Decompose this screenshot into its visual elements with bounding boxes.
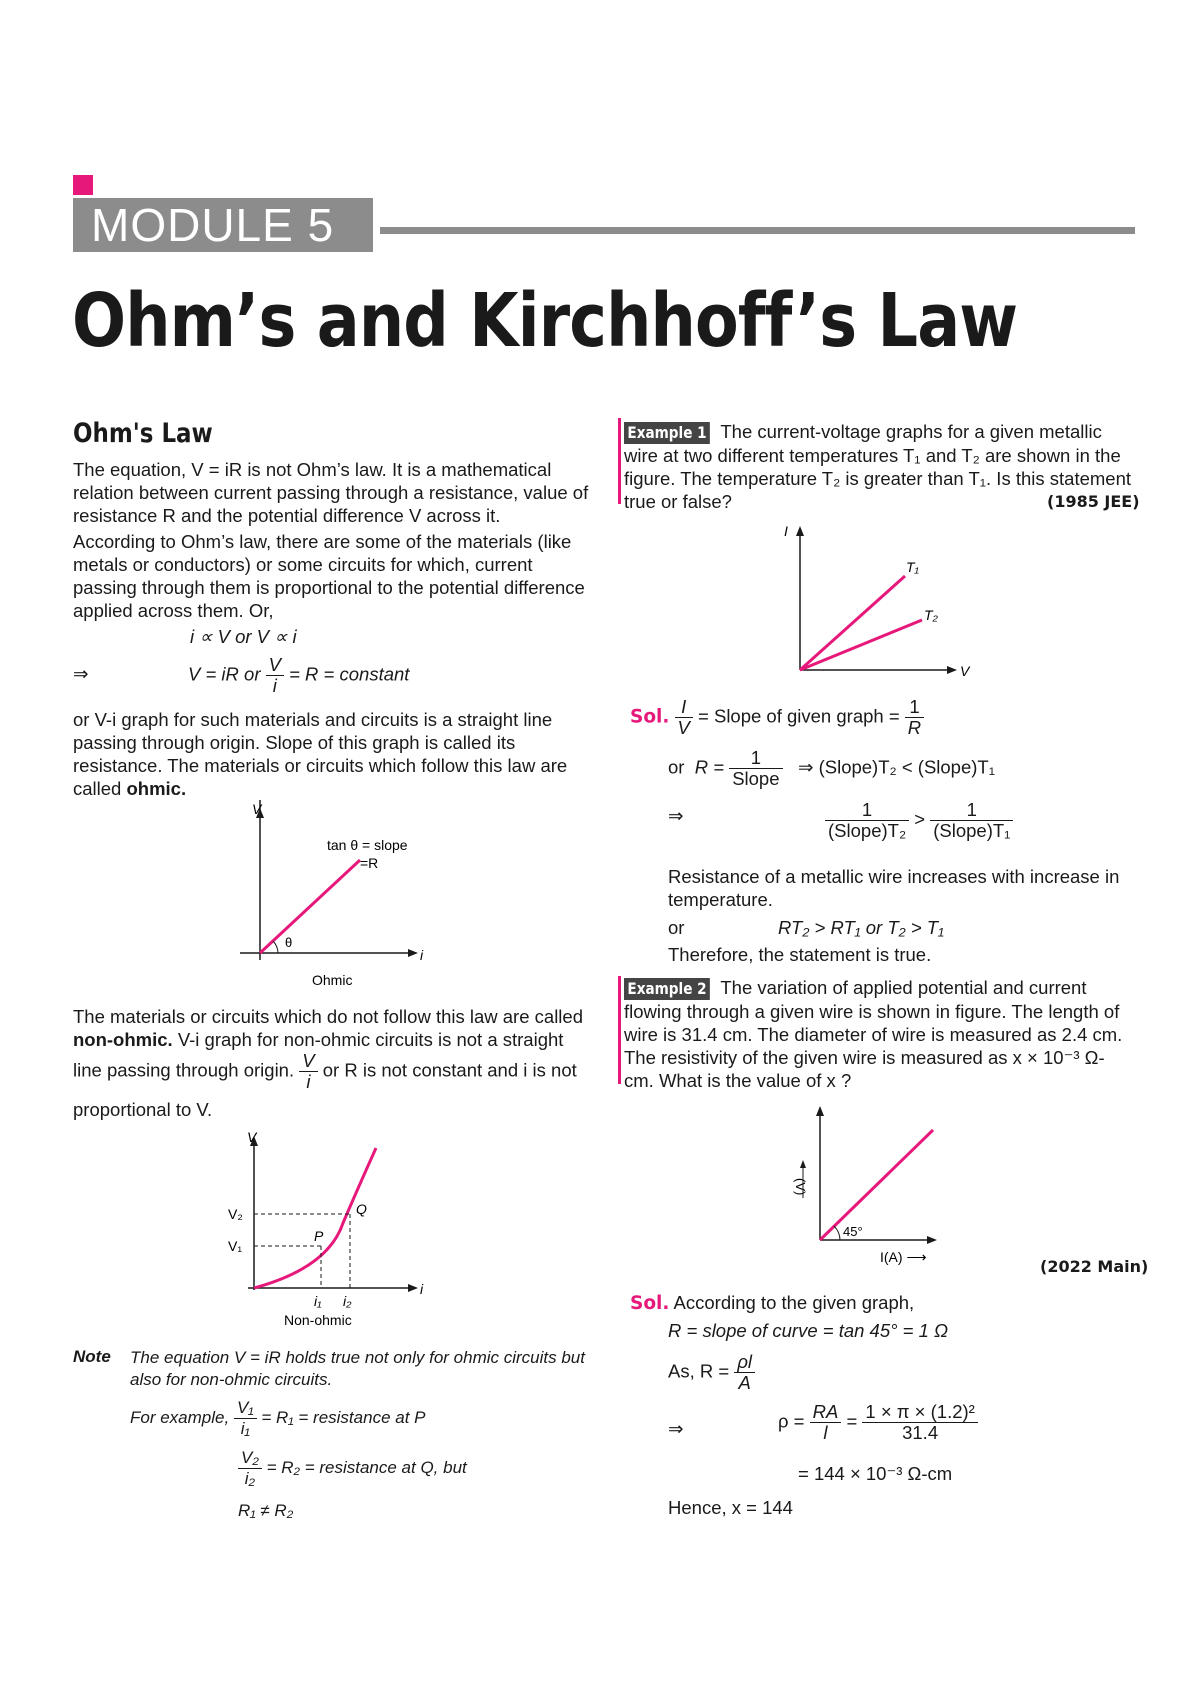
example-1-bar bbox=[618, 418, 621, 504]
ex2-sol-line-4: ρ = $\frac{RA}{l}$ = $\frac{\text{1 × π × (1.2)²}}{31.4}$ bbox=[778, 1402, 978, 1443]
ex1-sol-line-5: RT₂ > RT₁ or T₂ > T₁ bbox=[778, 917, 944, 938]
ohmic-slope-label-1: tan θ = slope bbox=[327, 837, 408, 853]
ex1-sol-arrow: ⇒ bbox=[668, 805, 684, 826]
module-rule bbox=[380, 227, 1135, 234]
ex2-sol-line-5: = 144 × 10⁻³ Ω-cm bbox=[798, 1463, 953, 1484]
point-q-label: Q bbox=[356, 1201, 367, 1217]
ex1-sol-line-2: or R = $\frac{1}{\text{Slope}}$ ⇒ (Slope)T₂ < (Slope)T₁ bbox=[668, 747, 995, 789]
non-ohmic-term: non-ohmic. bbox=[73, 1029, 173, 1050]
example-2-bar bbox=[618, 976, 621, 1084]
example-1-source: (1985 JEE) bbox=[1047, 492, 1140, 511]
note-example-1: For example, $\frac{\text{V₁}}{\text{i₁}}$ = R₁ = resistance at P bbox=[130, 1398, 426, 1438]
note-inequality: R₁ ≠ R₂ bbox=[238, 1501, 294, 1520]
nonohmic-v2-label: V₂ bbox=[228, 1206, 243, 1222]
module-marker bbox=[73, 175, 93, 195]
point-p-label: P bbox=[314, 1228, 324, 1244]
ex1-sol-line-1: Sol. $\frac{I}{V}$ = Slope of given graph = $\frac{1}{R}$ bbox=[630, 697, 924, 738]
ohmic-angle-label: θ bbox=[285, 935, 293, 950]
note-label: Note bbox=[73, 1347, 111, 1366]
ex2-x-label: I(A) ⟶ bbox=[880, 1249, 927, 1265]
note-example-2: $\frac{\text{V₂}}{\text{i₂}}$ = R₂ = resistance at Q, but bbox=[238, 1448, 467, 1489]
nonohmic-v1-label: V₁ bbox=[228, 1238, 243, 1254]
example-1-text: Example 1 The current-voltage graphs for a given metallic wire at two different temperatures T₁ and T₂ are shown in the figure. The temperature T₂ is greater than T₁. Is this statement true or false? bbox=[624, 421, 1131, 512]
ohms-para-1: The equation, V = iR is not Ohm’s law. It is a mathematical relation between current passing through a resistance, value of resistance R and the potential difference V across it. bbox=[73, 459, 589, 526]
ex1-y-label: I bbox=[784, 523, 788, 539]
example-2-graph bbox=[785, 1100, 955, 1270]
eq-ohms-law bbox=[188, 655, 409, 696]
ohms-para-3: or V-i graph for such materials and circuits is a straight line passing through origin. Slope of this graph is called its resistance. The materials or circuits which follow this law are called ohmic. bbox=[73, 709, 568, 799]
ex2-sol-arrow: ⇒ bbox=[668, 1418, 684, 1439]
ohmic-term: ohmic. bbox=[126, 778, 187, 799]
section-heading-ohms-law: Ohm's Law bbox=[73, 418, 213, 449]
ohmic-y-label: V bbox=[252, 801, 262, 817]
nonohmic-y-label: V bbox=[247, 1129, 257, 1145]
example-2-text: Example 2 The variation of applied potential and current flowing through a given wire is shown in figure. The length of wire is 31.4 cm. The diameter of wire is measured as 2.4 cm. The resistivity of the given wire is measured as x × 10⁻³ Ω-cm. What is the value of x ? bbox=[624, 977, 1123, 1091]
ex1-sol-line-4: Resistance of a metallic wire increases with increase in temperature. bbox=[668, 866, 1120, 910]
nonohmic-caption: Non-ohmic bbox=[284, 1312, 352, 1328]
ex1-x-label: V bbox=[960, 663, 970, 679]
eq-proportional: i ∝ V or V ∝ i bbox=[190, 626, 297, 647]
ohms-para-2: According to Ohm’s law, there are some of the materials (like metals or conductors) or some circuits for which, current passing through them is proportional to the potential difference applied across them. Or, bbox=[73, 531, 585, 621]
ohms-para-4: The materials or circuits which do not follow this law are called non-ohmic. V-i graph for non-ohmic circuits is not a straight line passing through origin. $\frac{V}{i}$ or R is not constant and i is not bbox=[73, 1006, 583, 1092]
module-label: MODULE 5 bbox=[73, 198, 373, 252]
t1-label: T₁ bbox=[906, 559, 919, 575]
page-title: Ohm’s and Kirchhoff’s Law bbox=[72, 278, 1018, 364]
ex2-sol-label: Sol. bbox=[630, 1293, 670, 1314]
ohmic-x-label: i bbox=[420, 947, 424, 963]
ex2-angle-label: 45° bbox=[843, 1224, 863, 1239]
i1-label: i₁ bbox=[314, 1293, 322, 1309]
ex1-sol-or: or bbox=[668, 917, 685, 938]
ex1-sol-label: Sol. bbox=[630, 706, 670, 728]
ex2-sol-conclusion: Hence, x = 144 bbox=[668, 1497, 793, 1518]
ohmic-caption: Ohmic bbox=[312, 972, 353, 988]
ex2-sol-line-2: R = slope of curve = tan 45° = 1 Ω bbox=[668, 1320, 949, 1341]
eq-v-over-i: $\frac{V}{i}$ bbox=[266, 655, 284, 696]
i2-label: i₂ bbox=[343, 1293, 352, 1309]
ohmic-graph bbox=[230, 800, 450, 990]
example-2-label: Example 2 bbox=[624, 978, 710, 1000]
eq-constant: = R = constant bbox=[289, 663, 410, 685]
ex2-sol-line-3: As, R = $\frac{\rho l}{A}$ bbox=[668, 1352, 755, 1393]
ohmic-slope-label-2: =R bbox=[360, 855, 379, 871]
v-over-i-inline: $\frac{V}{i}$ bbox=[299, 1051, 317, 1092]
ohms-para-5: proportional to V. bbox=[73, 1099, 213, 1120]
note-text: The equation V = iR holds true not only for ohmic circuits but also for non-ohmic circuits. bbox=[130, 1348, 585, 1389]
ex1-sol-line-3: $\frac{1}{\text{(Slope)T₂}}$ > $\frac{1}{\text{(Slope)T₁}}$ bbox=[825, 800, 1013, 841]
nonohmic-x-label: i bbox=[420, 1281, 424, 1297]
ex2-y-label: (V) bbox=[793, 1178, 808, 1196]
example-1-label: Example 1 bbox=[624, 422, 710, 444]
ex2-sol-line-1: Sol. According to the given graph, bbox=[630, 1292, 915, 1314]
t2-label: T₂ bbox=[924, 607, 938, 623]
ex1-sol-conclusion: Therefore, the statement is true. bbox=[668, 944, 932, 965]
example-2-source: (2022 Main) bbox=[1040, 1257, 1149, 1276]
non-ohmic-graph bbox=[218, 1128, 438, 1328]
eq-implies-arrow: ⇒ bbox=[73, 663, 89, 684]
eq-vir: V = iR or bbox=[188, 663, 261, 685]
example-1-graph bbox=[780, 520, 980, 680]
